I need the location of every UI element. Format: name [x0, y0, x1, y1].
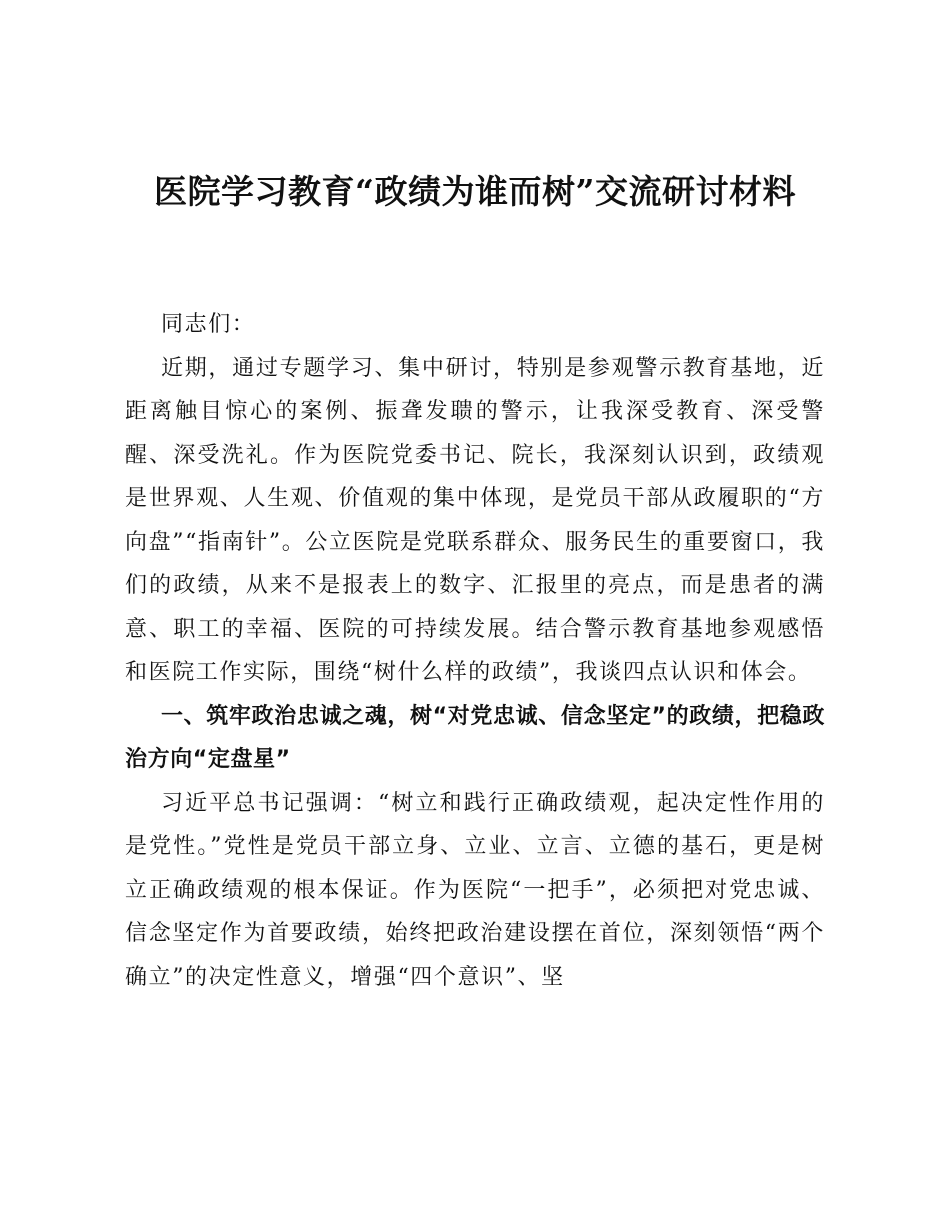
- document-body: [125, 303, 825, 999]
- intro-paragraph: 近期，通过专题学习、集中研讨，特别是参观警示教育基地，近距离触目惊心的案例、振聋发聩的警示，让我深受教育、深受警醒、深受洗礼。作为医院党委书记、院长，我深刻认识到，政绩观是世界观、人生观、价值观的集中体现，是党员干部从政履职的“方向盘”“指南针”。公立医院是党联系群众、服务民生的重要窗口，我们的政绩，从来不是报表上的数字、汇报里的亮点，而是患者的满意、职工的幸福、医院的可持续发展。结合警示教育基地参观感悟和医院工作实际，围绕“树什么样的政绩”，我谈四点认识和体会。: [125, 355, 825, 685]
- document-title: 医院学习教育“政绩为谁而树”交流研讨材料: [154, 172, 796, 211]
- section-heading: 一、筑牢政治忠诚之魂，树“对党忠诚、信念坚定”的政绩，把稳政治方向“定盘星”: [125, 703, 825, 772]
- salutation: 同志们：: [161, 312, 256, 337]
- section-paragraph: 习近平总书记强调：“树立和践行正确政绩观，起决定性作用的是党性。”党性是党员干部立身、立业、立言、立德的基石，更是树立正确政绩观的根本保证。作为医院“一把手”，必须把对党忠诚、信念坚定作为首要政绩，始终把政治建设摆在首位，深刻领悟“两个确立”的决定性意义，增强“四个意识”、坚: [125, 790, 825, 990]
